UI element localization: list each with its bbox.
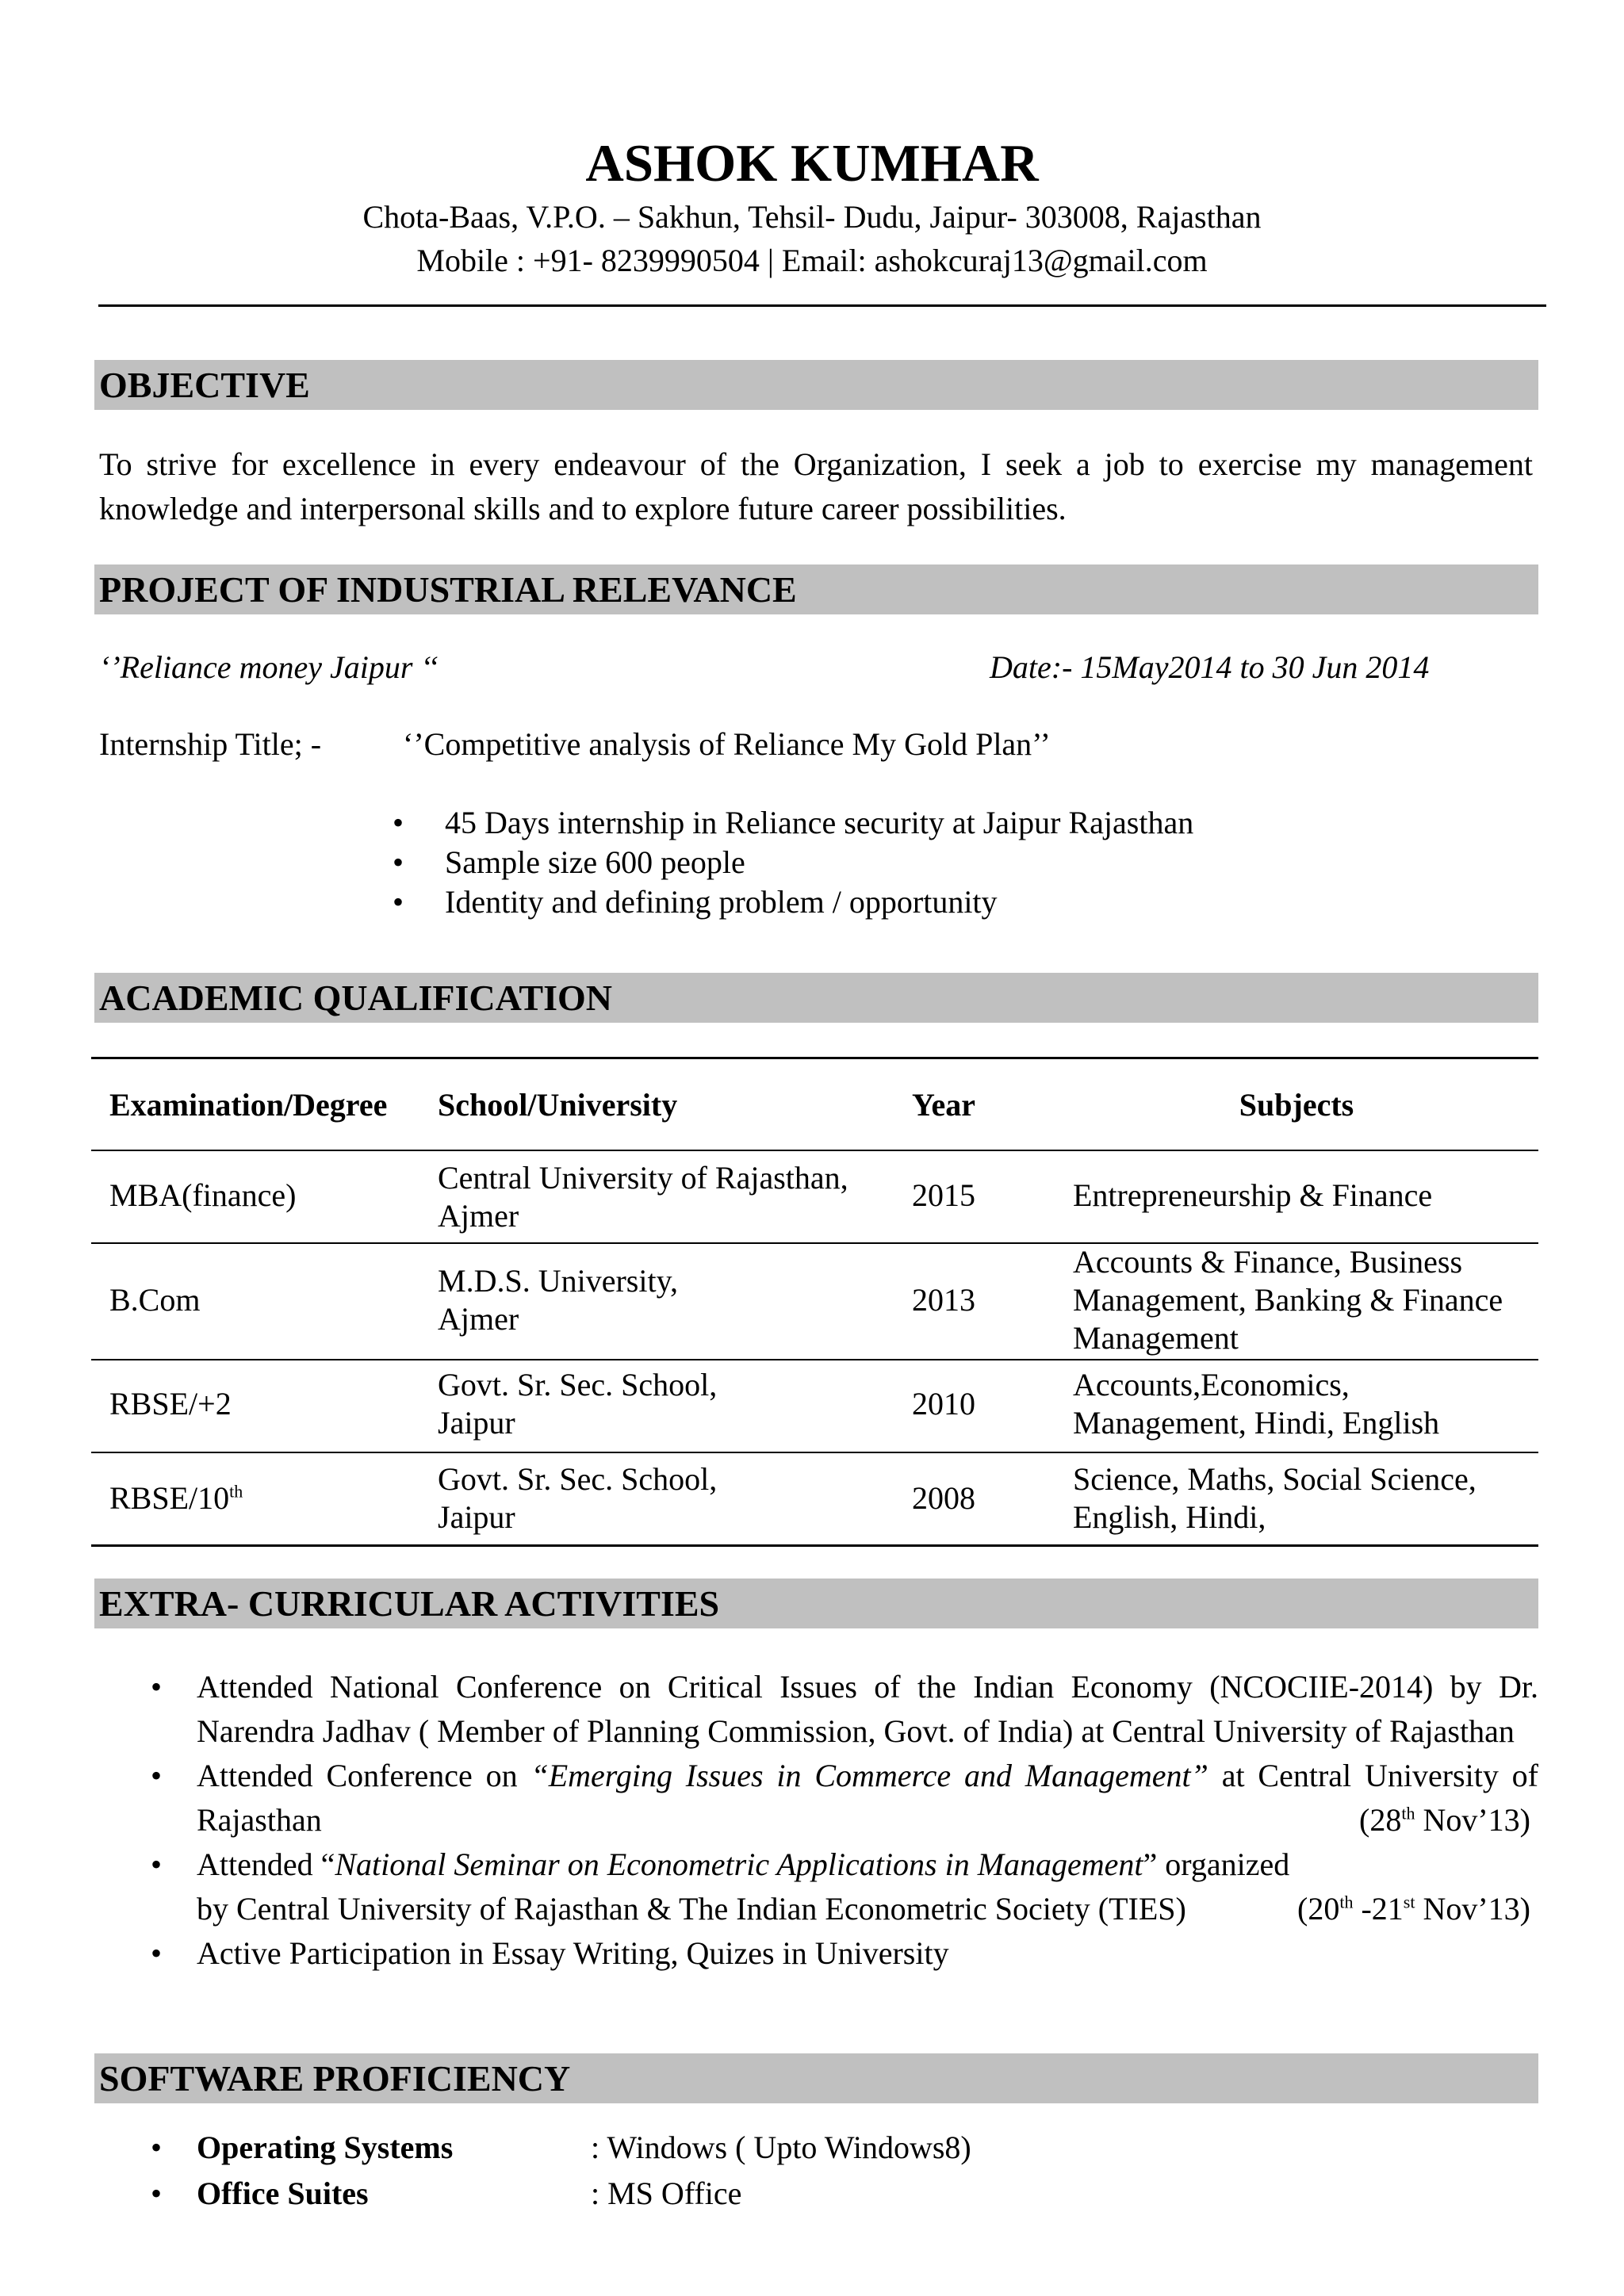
cell-school-line2: Jaipur (438, 1405, 515, 1441)
internship-title-label: Internship Title; - (99, 726, 322, 762)
list-item: • Attended “National Seminar on Econometric Applications in Management” organized by Central University of Rajasthan & The Indian Econometric Society (TIES) (20th -21st Nov’13) (151, 1843, 1538, 1931)
table-bottom-rule (91, 1544, 1538, 1547)
cell-subjects-line3: Management (1073, 1320, 1239, 1356)
bullet-icon: • (393, 805, 404, 840)
cell-exam: RBSE/10th (109, 1480, 243, 1516)
section-heading-software: SOFTWARE PROFICIENCY (94, 2053, 1538, 2103)
software-key: Office Suites (197, 2175, 369, 2211)
column-header-school: School/University (438, 1087, 678, 1123)
bullet-icon: • (151, 1758, 163, 1793)
column-header-subjects: Subjects (1239, 1087, 1354, 1123)
cell-exam: B.Com (109, 1282, 201, 1318)
cell-exam: MBA(finance) (109, 1177, 297, 1213)
cell-year: 2013 (912, 1282, 975, 1318)
project-company: ‘’Reliance money Jaipur ‘‘ (99, 649, 439, 685)
internship-title-value: ‘’Competitive analysis of Reliance My Gold Plan’’ (403, 726, 1051, 762)
cell-school: Govt. Sr. Sec. School, (438, 1367, 718, 1402)
column-header-year: Year (912, 1087, 975, 1123)
header-divider (98, 304, 1546, 307)
list-item: • Sample size 600 people (393, 843, 1193, 882)
cell-school-line2: Ajmer (438, 1301, 519, 1337)
bullet-icon: • (151, 2130, 163, 2165)
objective-text: To strive for excellence in every endeavour of the Organization, I seek a job to exercise my management knowledge and interpersonal skills and to explore future career possibilities. (99, 446, 1533, 526)
bullet-icon: • (393, 844, 404, 880)
software-list (151, 2125, 1419, 2217)
cell-subjects: Science, Maths, Social Science, (1073, 1461, 1477, 1497)
candidate-name: ASHOK KUMHAR (585, 134, 1039, 193)
cell-subjects: Entrepreneurship & Finance (1073, 1177, 1433, 1213)
software-value: : Windows ( Upto Windows8) (591, 2130, 971, 2165)
cell-subjects-line2: Management, Hindi, English (1073, 1405, 1440, 1441)
software-key: Operating Systems (197, 2130, 454, 2165)
cell-subjects-line2: English, Hindi, (1073, 1499, 1266, 1535)
section-heading-project: PROJECT OF INDUSTRIAL RELEVANCE (94, 564, 1538, 614)
activity-date: (20th -21st Nov’13) (1297, 1891, 1530, 1927)
cell-subjects: Accounts,Economics, (1073, 1367, 1350, 1402)
extra-activities-list (151, 1665, 1538, 1976)
cell-school-line2: Ajmer (438, 1198, 519, 1234)
bullet-icon: • (151, 1846, 163, 1882)
project-bullet-list (393, 803, 1193, 922)
section-heading-academic: ACADEMIC QUALIFICATION (94, 973, 1538, 1023)
table-row-rule (91, 1452, 1538, 1453)
cell-year: 2010 (912, 1386, 975, 1422)
bullet-icon: • (151, 1935, 163, 1971)
column-header-exam: Examination/Degree (109, 1087, 388, 1123)
cell-school: M.D.S. University, (438, 1263, 678, 1299)
contact-line: Mobile : +91- 8239990504 | Email: ashokcuraj13@gmail.com (416, 243, 1208, 278)
bullet-icon: • (393, 884, 404, 920)
list-item (151, 2171, 1419, 2217)
cell-school: Central University of Rajasthan, (438, 1160, 848, 1196)
table-header-rule (91, 1150, 1538, 1151)
list-item: • Attended Conference on “Emerging Issues in Commerce and Management” at Central University of Rajasthan (28th Nov’13) (151, 1754, 1538, 1843)
section-heading-objective: OBJECTIVE (94, 360, 1538, 410)
list-item: • Identity and defining problem / opportunity (393, 882, 1193, 922)
activity-date: (28th Nov’13) (1359, 1802, 1530, 1838)
cell-subjects: Accounts & Finance, Business (1073, 1244, 1463, 1280)
cell-school-line2: Jaipur (438, 1499, 515, 1535)
cell-year: 2008 (912, 1480, 975, 1516)
software-value: : MS Office (591, 2175, 742, 2211)
table-top-rule (91, 1057, 1538, 1059)
table-row-rule (91, 1359, 1538, 1360)
list-item: • Active Participation in Essay Writing, Quizes in University (151, 1931, 1538, 1976)
cell-subjects-line2: Management, Banking & Finance (1073, 1282, 1503, 1318)
address-line: Chota-Baas, V.P.O. – Sakhun, Tehsil- Dudu, Jaipur- 303008, Rajasthan (362, 199, 1262, 235)
list-item (151, 2125, 1419, 2171)
list-item: • 45 Days internship in Reliance security at Jaipur Rajasthan (393, 803, 1193, 843)
bullet-icon: • (151, 1669, 163, 1705)
bullet-icon: • (151, 2175, 163, 2211)
cell-year: 2015 (912, 1177, 975, 1213)
cell-exam: RBSE/+2 (109, 1386, 232, 1422)
project-date: Date:- 15May2014 to 30 Jun 2014 (990, 649, 1430, 685)
list-item: • Attended National Conference on Critical Issues of the Indian Economy (NCOCIIE-2014) by Dr. Narendra Jadhav ( Member of Planning Commission, Govt. of India) at Central University of Rajasthan (151, 1665, 1538, 1754)
cell-school: Govt. Sr. Sec. School, (438, 1461, 718, 1497)
section-heading-extra: EXTRA- CURRICULAR ACTIVITIES (94, 1578, 1538, 1628)
